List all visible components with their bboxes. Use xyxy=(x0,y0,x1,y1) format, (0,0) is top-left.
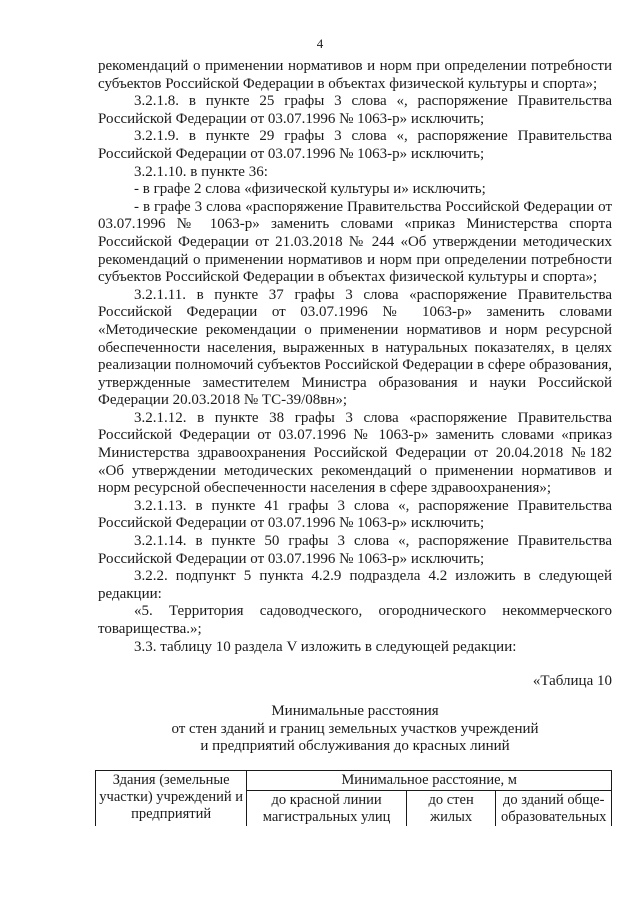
table-title xyxy=(98,703,612,756)
table-header-cell: Здания (земельные участки) учреждений и предприятий xyxy=(96,771,247,828)
paragraph: рекомендаций о применении нормативов и норм при определении потребности субъектов Российской Федерации в объектах физической культуры и спорта»; xyxy=(98,58,612,92)
paragraph: 3.2.1.11. в пункте 37 графы 3 слова «распоряжение Правительства Российской Федерации от 03.07.1996 № 1063-р» заменить словами «Методические рекомендации о применении нормативов и норм ресурсной обеспеченности населения, выраженных в натуральных показателях, в целях реализации полномочий субъектов Российской Федерации в сфере образования, утвержденные заместителем Министра образования и науки Российской Федерации 20.03.2018 № ТС-39/08вн»; xyxy=(98,286,612,409)
table-header-row xyxy=(96,771,612,791)
paragraph: «5. Территория садоводческого, огороднического некоммерческого товарищества.»; xyxy=(98,603,612,637)
paragraph: 3.3. таблицу 10 раздела V изложить в следующей редакции: xyxy=(134,638,517,655)
paragraph: 3.2.1.13. в пункте 41 графы 3 слова «, распоряжение Правительства Российской Федерации от 03.07.1996 № 1063-р» исключить; xyxy=(98,497,612,532)
page-bottom-margin xyxy=(0,826,640,905)
paragraph: 3.2.1.12. в пункте 38 графы 3 слова «распоряжение Правительства Российской Федерации от 03.07.1996 № 1063-р» заменить словами «приказ Министерства здравоохранения Российской Федерации от 20.04.2018 №182 «Об утверждении методических рекомендаций о применении нормативов и норм ресурсной обеспеченности населения в сфере здравоохранения»; xyxy=(98,409,612,497)
document-body xyxy=(98,58,612,691)
distances-table xyxy=(95,770,612,828)
table-title-line: и предприятий обслуживания до красных линий xyxy=(200,738,510,755)
paragraph: 3.2.1.14. в пункте 50 графы 3 слова «, распоряжение Правительства Российской Федерации от 03.07.1996 № 1063-р» исключить; xyxy=(98,533,612,567)
paragraph: 3.2.2. подпункт 5 пункта 4.2.9 подраздела 4.2 изложить в следующей редакции: xyxy=(98,568,612,602)
page-number: 4 xyxy=(316,36,324,51)
table-label: «Таблица 10 xyxy=(532,673,612,690)
table-header-cell: до красной линии магистральных улиц xyxy=(247,791,407,828)
paragraph: - в графе 3 слова «распоряжение Правительства Российской Федерации от 03.07.1996 № 1063-р» заменить словами «приказ Министерства спорта Российской Федерации от 21.03.2018 № 244 «Об утверждении методических рекомендаций о применении нормативов и норм при определении потребности субъектов Российской Федерации в объектах физической культуры и спорта»; xyxy=(98,198,612,286)
paragraph: - в графе 2 слова «физической культуры и» исключить; xyxy=(134,181,486,198)
table-header-cell: до стен жилых xyxy=(406,791,496,828)
table-header-cell: Минимальное расстояние, м xyxy=(247,771,612,791)
paragraph: 3.2.1.9. в пункте 29 графы 3 слова «, распоряжение Правительства Российской Федерации от 03.07.1996 № 1063-р» исключить; xyxy=(98,128,612,162)
paragraph: 3.2.1.8. в пункте 25 графы 3 слова «, распоряжение Правительства Российской Федерации от 03.07.1996 № 1063-р» исключить; xyxy=(98,93,612,127)
table-title-line: Минимальные расстояния xyxy=(271,703,439,719)
table-header-cell: до зданий обще-образовательных xyxy=(496,791,612,828)
paragraph: 3.2.1.10. в пункте 36: xyxy=(134,163,268,180)
table-title-line: от стен зданий и границ земельных участков учреждений xyxy=(171,720,539,737)
